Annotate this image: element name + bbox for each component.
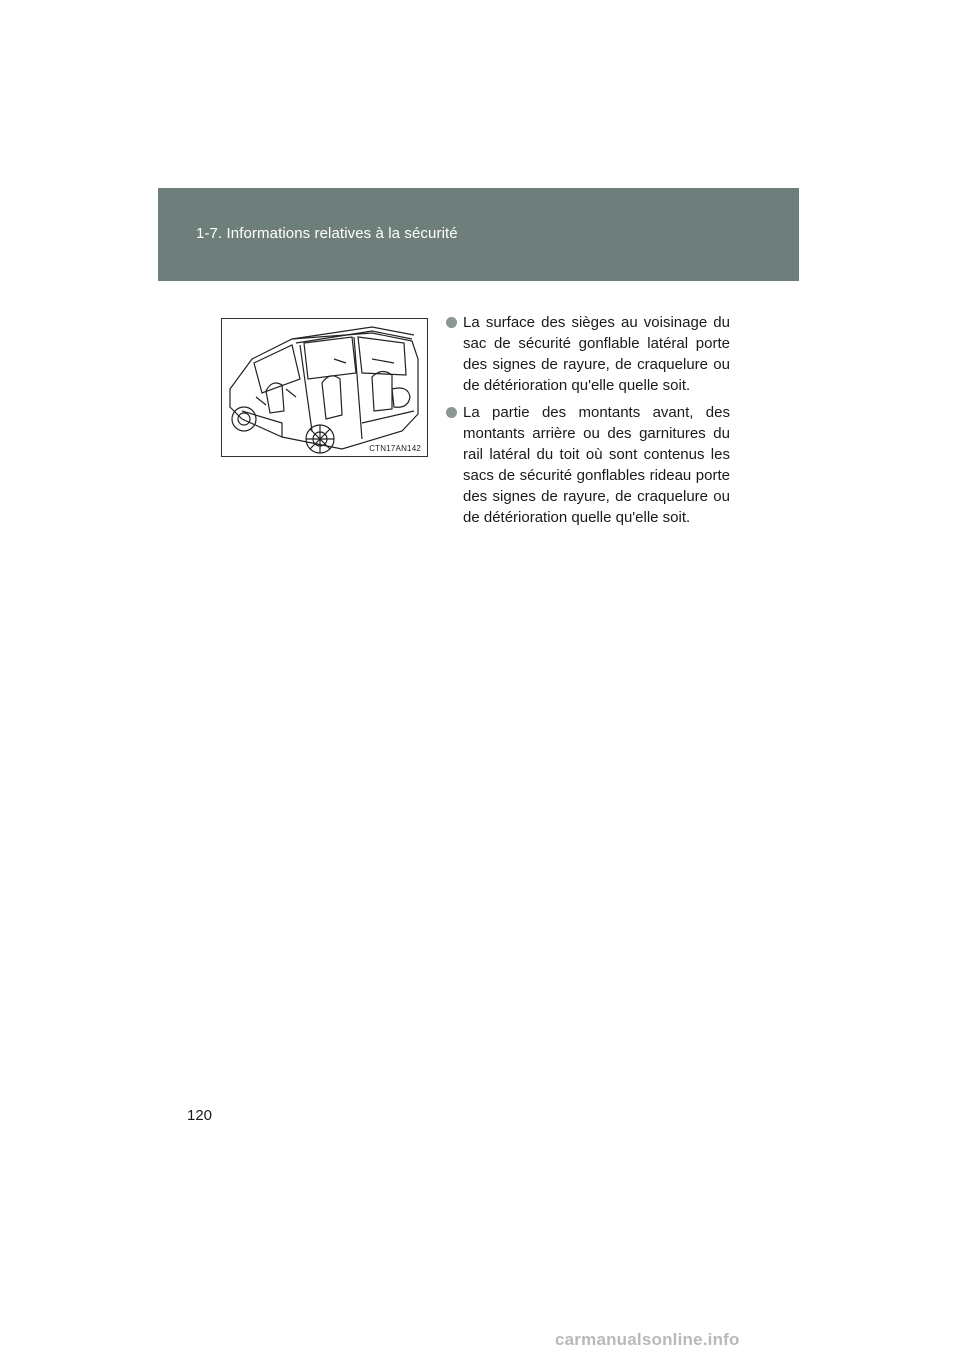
safety-bullet-list bbox=[446, 312, 730, 534]
bullet-circle-icon bbox=[446, 407, 457, 418]
car-interior-illustration-icon bbox=[222, 319, 427, 456]
list-item bbox=[446, 312, 730, 396]
bullet-text: La partie des montants avant, des montants arrière ou des garnitures du rail latéral du toit où sont contenus les sacs de sécurité gonflables rideau porte des signes de rayure, de craquelure ou de détérioration quelle qu'elle soit. bbox=[463, 404, 730, 526]
bullet-circle-icon bbox=[446, 317, 457, 328]
figure-code: CTN17AN142 bbox=[369, 444, 421, 453]
section-header-band bbox=[158, 188, 799, 281]
list-item bbox=[446, 402, 730, 528]
page-number: 120 bbox=[187, 1107, 213, 1124]
watermark: carmanualsonline.info bbox=[555, 1330, 740, 1349]
car-interior-figure bbox=[221, 318, 428, 457]
section-title: 1-7. Informations relatives à la sécurité bbox=[196, 225, 458, 242]
bullet-text: La surface des sièges au voisinage du sac de sécurité gonflable latéral porte des signes de rayure, de craquelure ou de détérioration qu'elle quelle soit. bbox=[463, 314, 730, 394]
